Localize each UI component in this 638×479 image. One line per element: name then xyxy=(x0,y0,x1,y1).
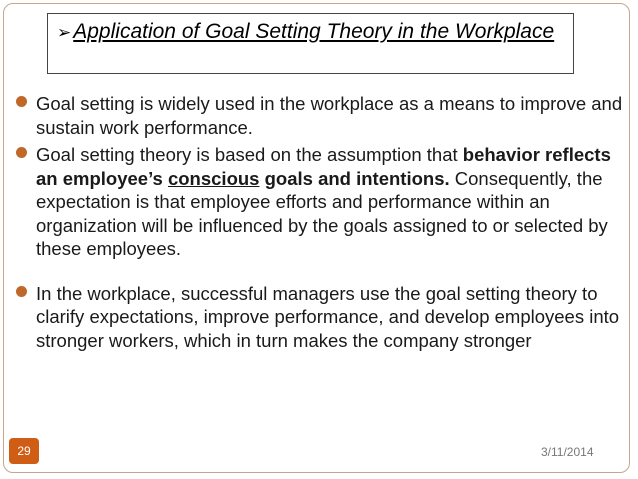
arrow-bullet-icon: ➢ xyxy=(57,23,72,42)
bullet-text: Goal setting theory is based on the assumption that xyxy=(36,144,463,165)
bullet-text: Goal setting is widely used in the workplace as a means to improve and sustain work performance. xyxy=(36,93,623,138)
slide-number-badge: 29 xyxy=(9,438,39,464)
bullet-dot-icon xyxy=(16,147,27,158)
bold-emphasis: behavior reflects an employee’s xyxy=(36,144,611,189)
slide-title-box xyxy=(47,13,574,74)
bullet-dot-icon xyxy=(16,96,27,107)
bold-underlined-emphasis: conscious xyxy=(167,167,260,189)
bullet-item xyxy=(14,143,624,261)
bullet-list xyxy=(14,92,624,352)
bullet-text: In the workplace, successful managers use the goal setting theory to clarify expectations, improve performance, and develop employees into stronger workers, which in turn makes the company stronger xyxy=(36,282,620,351)
slide-date: 3/11/2014 xyxy=(541,445,594,459)
bullet-text: Consequently, the expectation is that employee efforts and performance within an organization will be influenced by the goals assigned to or selected by these employees. xyxy=(36,167,608,259)
bullet-dot-icon xyxy=(16,286,27,297)
slide-title: Application of Goal Setting Theory in the Workplace xyxy=(73,20,555,43)
bullet-item xyxy=(14,282,624,353)
bold-emphasis: goals and intentions. xyxy=(259,167,450,189)
bullet-item xyxy=(14,92,624,139)
